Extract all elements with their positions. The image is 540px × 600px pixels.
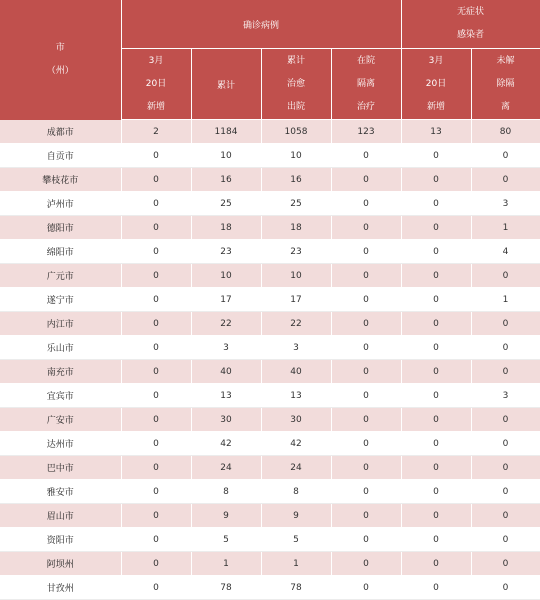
table-row <box>0 144 540 168</box>
cell-asym-isolated: 0 <box>471 408 540 432</box>
table-body <box>0 120 540 600</box>
cell-asym-new: 0 <box>401 144 471 168</box>
cell-city: 自贡市 <box>0 144 121 168</box>
cell-cured: 22 <box>261 312 331 336</box>
cell-asym-isolated: 4 <box>471 240 540 264</box>
table-row <box>0 576 540 600</box>
cell-asym-isolated: 0 <box>471 336 540 360</box>
header-asym-isolated <box>471 49 540 120</box>
cell-new: 0 <box>121 360 191 384</box>
table-row <box>0 384 540 408</box>
cell-in-hospital: 0 <box>331 408 401 432</box>
cell-in-hospital: 0 <box>331 480 401 504</box>
cell-total: 42 <box>191 432 261 456</box>
cell-asym-isolated: 0 <box>471 504 540 528</box>
header-city <box>0 0 121 120</box>
cell-asym-new: 0 <box>401 408 471 432</box>
cell-city: 甘孜州 <box>0 576 121 600</box>
cell-in-hospital: 0 <box>331 456 401 480</box>
cell-asym-isolated: 0 <box>471 144 540 168</box>
cell-total: 24 <box>191 456 261 480</box>
table-row <box>0 192 540 216</box>
cell-new: 0 <box>121 288 191 312</box>
cell-asym-new: 0 <box>401 216 471 240</box>
cell-new: 0 <box>121 192 191 216</box>
cell-in-hospital: 0 <box>331 360 401 384</box>
header-hosp-line1: 在院 <box>357 55 376 66</box>
header-asym-line2: 感染者 <box>457 30 485 40</box>
cell-total: 9 <box>191 504 261 528</box>
cell-new: 0 <box>121 384 191 408</box>
cell-asym-isolated: 0 <box>471 312 540 336</box>
header-total: 累计 <box>191 49 261 120</box>
cell-cured: 9 <box>261 504 331 528</box>
cell-cured: 10 <box>261 144 331 168</box>
cell-asym-new: 0 <box>401 192 471 216</box>
cell-cured: 25 <box>261 192 331 216</box>
cell-in-hospital: 0 <box>331 576 401 600</box>
cell-asym-new: 0 <box>401 240 471 264</box>
cell-asym-isolated: 0 <box>471 480 540 504</box>
header-asym-line1: 无症状 <box>457 7 485 17</box>
cell-total: 17 <box>191 288 261 312</box>
table-row <box>0 336 540 360</box>
cell-city: 南充市 <box>0 360 121 384</box>
cell-cured: 23 <box>261 240 331 264</box>
cell-asym-new: 13 <box>401 120 471 144</box>
header-new-line2: 20日 <box>145 78 167 89</box>
table-row <box>0 168 540 192</box>
cell-total: 30 <box>191 408 261 432</box>
header-hosp-line2: 隔离 <box>357 78 376 89</box>
cell-cured: 13 <box>261 384 331 408</box>
table-row <box>0 360 540 384</box>
cell-city: 广元市 <box>0 264 121 288</box>
cell-asym-isolated: 0 <box>471 456 540 480</box>
header-asym-new-line1: 3月 <box>428 55 444 66</box>
cell-in-hospital: 0 <box>331 432 401 456</box>
header-city-line1: 市 <box>55 42 65 53</box>
cell-asym-new: 0 <box>401 336 471 360</box>
cell-city: 宜宾市 <box>0 384 121 408</box>
cell-asym-new: 0 <box>401 384 471 408</box>
cell-new: 0 <box>121 144 191 168</box>
cell-asym-isolated: 1 <box>471 288 540 312</box>
cell-asym-isolated: 0 <box>471 432 540 456</box>
cell-asym-isolated: 1 <box>471 216 540 240</box>
cell-cured: 42 <box>261 432 331 456</box>
cell-in-hospital: 0 <box>331 192 401 216</box>
cell-total: 10 <box>191 144 261 168</box>
header-asym-iso-line2: 除隔 <box>496 78 515 89</box>
cell-cured: 10 <box>261 264 331 288</box>
table-row <box>0 408 540 432</box>
table-row <box>0 504 540 528</box>
cell-total: 13 <box>191 384 261 408</box>
cell-in-hospital: 123 <box>331 120 401 144</box>
cell-new: 0 <box>121 312 191 336</box>
cell-cured: 5 <box>261 528 331 552</box>
cell-city: 眉山市 <box>0 504 121 528</box>
cell-in-hospital: 0 <box>331 288 401 312</box>
cell-asym-new: 0 <box>401 168 471 192</box>
cell-asym-new: 0 <box>401 528 471 552</box>
header-in-hospital <box>331 49 401 120</box>
header-asym-new-line3: 新增 <box>427 101 446 112</box>
header-asym-iso-line1: 未解 <box>496 55 515 66</box>
cell-cured: 1 <box>261 552 331 576</box>
header-new-line3: 新增 <box>146 101 165 112</box>
cell-cured: 16 <box>261 168 331 192</box>
cell-in-hospital: 0 <box>331 144 401 168</box>
cell-city: 德阳市 <box>0 216 121 240</box>
cell-in-hospital: 0 <box>331 336 401 360</box>
cell-cured: 17 <box>261 288 331 312</box>
cell-cured: 18 <box>261 216 331 240</box>
table-row <box>0 120 540 144</box>
cell-cured: 1058 <box>261 120 331 144</box>
cell-new: 0 <box>121 216 191 240</box>
table-row <box>0 312 540 336</box>
header-confirmed-group: 确诊病例 <box>121 0 401 49</box>
cell-asym-new: 0 <box>401 504 471 528</box>
cell-asym-isolated: 0 <box>471 168 540 192</box>
cell-new: 0 <box>121 456 191 480</box>
cell-in-hospital: 0 <box>331 216 401 240</box>
header-cured <box>261 49 331 120</box>
cell-total: 5 <box>191 528 261 552</box>
cell-asym-new: 0 <box>401 576 471 600</box>
header-asym-iso-line3: 离 <box>501 101 511 112</box>
cell-city: 绵阳市 <box>0 240 121 264</box>
cell-city: 泸州市 <box>0 192 121 216</box>
cell-city: 雅安市 <box>0 480 121 504</box>
cell-asym-new: 0 <box>401 264 471 288</box>
cell-new: 0 <box>121 168 191 192</box>
cell-asym-new: 0 <box>401 480 471 504</box>
table-row <box>0 528 540 552</box>
cell-in-hospital: 0 <box>331 264 401 288</box>
cell-city: 成都市 <box>0 120 121 144</box>
header-asym-new <box>401 49 471 120</box>
table-row <box>0 456 540 480</box>
cell-new: 0 <box>121 528 191 552</box>
cell-cured: 40 <box>261 360 331 384</box>
cell-cured: 3 <box>261 336 331 360</box>
cell-in-hospital: 0 <box>331 168 401 192</box>
cell-new: 0 <box>121 552 191 576</box>
cell-asym-isolated: 0 <box>471 264 540 288</box>
cell-city: 巴中市 <box>0 456 121 480</box>
cell-asym-isolated: 3 <box>471 192 540 216</box>
cell-asym-isolated: 80 <box>471 120 540 144</box>
cell-new: 2 <box>121 120 191 144</box>
cell-total: 78 <box>191 576 261 600</box>
header-new-line1: 3月 <box>148 55 164 66</box>
header-asym-new-line2: 20日 <box>425 78 447 89</box>
cell-city: 阿坝州 <box>0 552 121 576</box>
cell-asym-isolated: 3 <box>471 384 540 408</box>
cell-new: 0 <box>121 264 191 288</box>
cell-asym-isolated: 0 <box>471 552 540 576</box>
cell-in-hospital: 0 <box>331 384 401 408</box>
cell-new: 0 <box>121 480 191 504</box>
cell-total: 8 <box>191 480 261 504</box>
cell-asym-new: 0 <box>401 288 471 312</box>
cell-asym-new: 0 <box>401 360 471 384</box>
cell-city: 攀枝花市 <box>0 168 121 192</box>
cell-total: 1184 <box>191 120 261 144</box>
header-hosp-line3: 治疗 <box>357 101 376 112</box>
cell-new: 0 <box>121 240 191 264</box>
cell-asym-new: 0 <box>401 312 471 336</box>
header-new-today <box>121 49 191 120</box>
header-cured-line3: 出院 <box>286 101 305 112</box>
cell-total: 18 <box>191 216 261 240</box>
cell-total: 25 <box>191 192 261 216</box>
header-city-line2: （州） <box>46 65 74 76</box>
cell-new: 0 <box>121 504 191 528</box>
cell-cured: 78 <box>261 576 331 600</box>
cell-in-hospital: 0 <box>331 552 401 576</box>
cell-total: 16 <box>191 168 261 192</box>
cell-new: 0 <box>121 408 191 432</box>
table-row <box>0 288 540 312</box>
cell-cured: 30 <box>261 408 331 432</box>
cell-in-hospital: 0 <box>331 504 401 528</box>
header-cured-line1: 累计 <box>286 55 305 66</box>
cell-total: 23 <box>191 240 261 264</box>
table-header <box>0 0 540 120</box>
cell-in-hospital: 0 <box>331 240 401 264</box>
cell-asym-new: 0 <box>401 432 471 456</box>
cell-in-hospital: 0 <box>331 312 401 336</box>
cell-total: 10 <box>191 264 261 288</box>
cell-in-hospital: 0 <box>331 528 401 552</box>
table-row <box>0 480 540 504</box>
cell-asym-isolated: 0 <box>471 528 540 552</box>
cell-new: 0 <box>121 432 191 456</box>
cell-city: 达州市 <box>0 432 121 456</box>
cell-city: 内江市 <box>0 312 121 336</box>
cell-asym-new: 0 <box>401 552 471 576</box>
cell-cured: 24 <box>261 456 331 480</box>
cell-total: 3 <box>191 336 261 360</box>
cell-asym-new: 0 <box>401 456 471 480</box>
cell-total: 1 <box>191 552 261 576</box>
table-row <box>0 216 540 240</box>
cell-new: 0 <box>121 336 191 360</box>
header-cured-line2: 治愈 <box>286 78 305 89</box>
table-row <box>0 264 540 288</box>
cell-asym-isolated: 0 <box>471 360 540 384</box>
table-row <box>0 432 540 456</box>
cell-city: 遂宁市 <box>0 288 121 312</box>
cell-city: 资阳市 <box>0 528 121 552</box>
table-row <box>0 240 540 264</box>
cell-total: 22 <box>191 312 261 336</box>
cell-total: 40 <box>191 360 261 384</box>
cell-new: 0 <box>121 576 191 600</box>
cell-asym-isolated: 0 <box>471 576 540 600</box>
header-asymptomatic-group <box>401 0 540 49</box>
cell-cured: 8 <box>261 480 331 504</box>
table-row <box>0 552 540 576</box>
cell-city: 广安市 <box>0 408 121 432</box>
cell-city: 乐山市 <box>0 336 121 360</box>
